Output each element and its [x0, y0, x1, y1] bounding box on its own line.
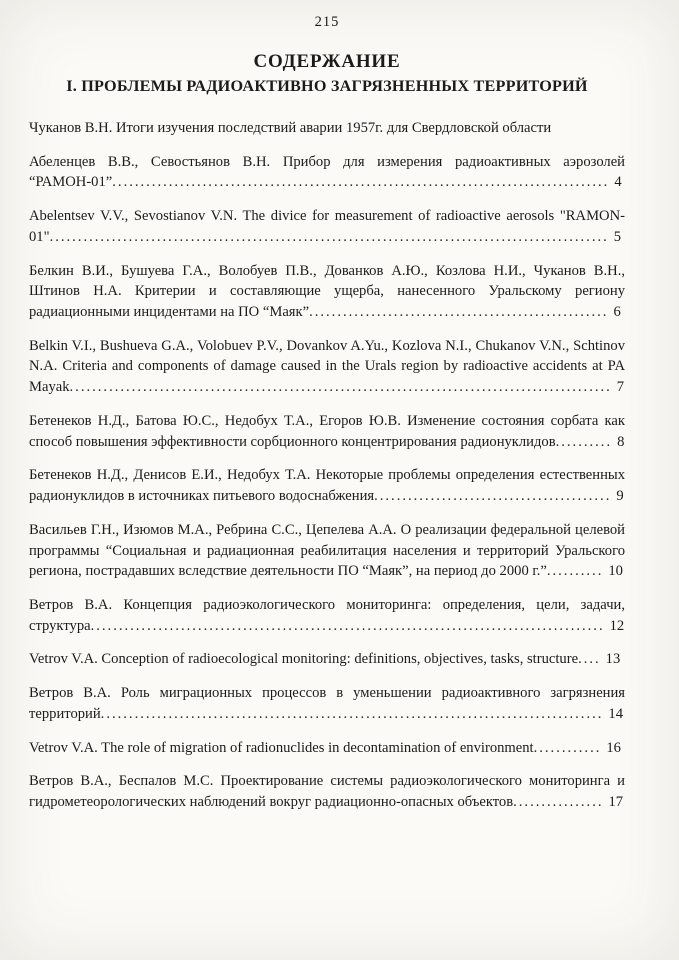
entry-page-number: 6 — [613, 304, 621, 321]
entry-text: Васильев Г.Н., Изюмов М.А., Ребрина С.С., Цепелева А.А. О реализации федеральной целевой программы “Социальная и радиационная реабилитация населения и территорий Уральского региона, пострадавших вследствие деятельности ПО “Маяк”, на период до 2000 г.” — [29, 521, 625, 580]
entry-text: Belkin V.I., Bushueva G.A., Volobuev P.V., Dovankov A.Yu., Kozlova N.I., Chukanov V.N., Schtinov N.A. Criteria and components of damage caused in the Urals region by radioactive accidents at PA Mayak — [29, 337, 625, 396]
entry-page-number: 14 — [608, 705, 623, 722]
entry-page-number: 5 — [613, 228, 622, 245]
toc-entry — [29, 738, 625, 759]
toc-entry — [29, 595, 625, 636]
entry-page-number: 4 — [614, 174, 622, 191]
entry-text: Бетенеков Н.Д., Батова Ю.С., Недобух Т.А., Егоров Ю.В. Изменение состояния сорбата как способ повышения эффективности сорбционного концентрирования радионуклидов — [29, 412, 625, 450]
toc-entry — [29, 520, 625, 582]
toc-entry — [29, 336, 625, 398]
entry-page-number: 12 — [609, 617, 625, 634]
toc-entry — [29, 649, 625, 670]
entry-page-number: 17 — [608, 793, 624, 810]
entry-text: Белкин В.И., Бушуева Г.А., Волобуев П.В., Дованков А.Ю., Козлова Н.И., Чуканов В.Н., Штинов Н.А. Критерии и составляющие ущерба, нанесенного Уральскому региону радиационными инцидентами на ПО “Маяк” — [29, 262, 625, 321]
dot-leader: .... — [578, 651, 601, 668]
dot-leader: ............ — [533, 739, 602, 756]
dot-leader: .......... — [546, 563, 604, 580]
toc-entry — [29, 118, 625, 139]
toc-entry — [29, 206, 625, 247]
entry-text: Ветров В.А. Роль миграционных процессов в уменьшении радиоактивного загрязнения территорий — [29, 685, 625, 722]
dot-leader: .......................................... — [374, 488, 612, 505]
toc-entry — [29, 152, 625, 193]
entry-text: Ветров В.А., Беспалов М.С. Проектирование системы радиоэкологического мониторинга и гидрометеорологических наблюдений вокруг радиационно-опасных объектов — [29, 773, 625, 810]
toc-entries — [29, 118, 625, 813]
toc-entry — [29, 771, 625, 812]
entry-page-number: 9 — [616, 488, 624, 505]
toc-entry — [29, 465, 625, 506]
entry-text: Ветров В.А. Концепция радиоэкологического мониторинга: определения, цели, задачи, структура — [29, 596, 625, 634]
page-header-number: 215 — [314, 14, 340, 30]
entry-text: Vetrov V.A. The role of migration of radionuclides in decontamination of environment — [29, 739, 534, 756]
dot-leader: ................................................................................................... — [49, 228, 609, 245]
toc-entry — [29, 261, 625, 323]
dot-leader: ................................................................................................ — [69, 379, 612, 396]
dot-leader: ......................................................................................... — [100, 705, 604, 722]
dot-leader: .......... — [555, 433, 613, 450]
entry-page-number: 10 — [608, 563, 623, 580]
section-heading: I. ПРОБЛЕМЫ РАДИОАКТИВНО ЗАГРЯЗНЕННЫХ ТЕРРИТОРИЙ — [66, 77, 588, 95]
dot-leader: ..................................................... — [309, 304, 609, 321]
dot-leader: ........................................................................................ — [112, 174, 610, 191]
entry-text: Abelentsev V.V., Sevostianov V.N. The divice for measurement of radioactive aerosols "RAMON-01" — [29, 208, 625, 245]
entry-text: Vetrov V.A. Conception of radioecological monitoring: definitions, objectives, tasks, structure — [29, 651, 579, 668]
dot-leader: ........................................................................................... — [90, 617, 605, 634]
dot-leader: ................ — [513, 793, 604, 810]
toc-title: СОДЕРЖАНИЕ — [253, 51, 401, 72]
entry-text: Чуканов В.Н. Итоги изучения последствий аварии 1957г. для Свердловской области — [29, 120, 552, 136]
entry-text: Бетенеков Н.Д., Денисов Е.И., Недобух Т.А. Некоторые проблемы определения естественных радионуклидов в источниках питьевого водоснабжения — [29, 467, 625, 505]
toc-entry — [29, 411, 625, 452]
entry-page-number: 16 — [606, 739, 621, 756]
entry-page-number: 7 — [616, 379, 625, 396]
entry-page-number: 13 — [605, 651, 621, 668]
entry-page-number: 8 — [617, 433, 625, 450]
toc-entry — [29, 683, 625, 724]
entry-text: Абеленцев В.В., Севостьянов В.Н. Прибор для измерения радиоактивных аэрозолей “РАМОН-01” — [29, 153, 625, 191]
